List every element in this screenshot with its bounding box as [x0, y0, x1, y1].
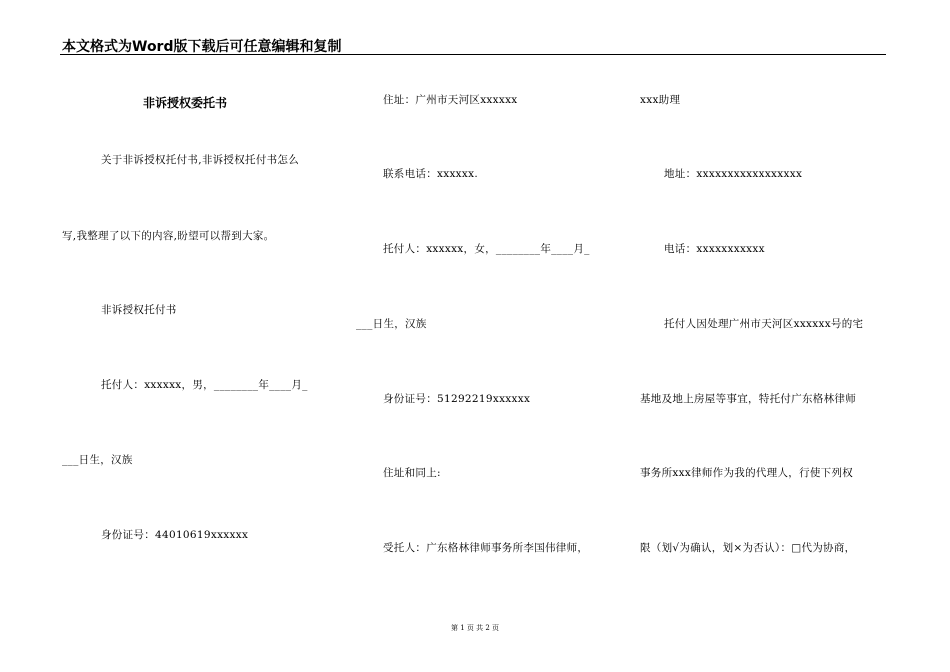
column1-line-4: 托付人：xxxxxx，男，________年____月_	[101, 379, 308, 391]
column2-line-2: 联系电话：xxxxxx.	[383, 168, 478, 180]
column2-line-6: 住址和同上:	[383, 467, 441, 479]
column1-line-5: ___日生，汉族	[62, 454, 133, 466]
column3-line-2: 地址：xxxxxxxxxxxxxxxxx	[664, 168, 803, 180]
column1-line-3: 非诉授权托付书	[101, 304, 177, 316]
column3-line-5: 基地及地上房屋等事宜，特托付广东格林律师	[640, 393, 856, 405]
column3-line-4: 托付人因处理广州市天河区xxxxxx号的宅	[664, 318, 864, 330]
column3-line-1: xxx助理	[640, 94, 681, 106]
document-header-title: 本文格式为Word版下载后可任意编辑和复制	[62, 39, 342, 55]
column2-line-1: 住址：广州市天河区xxxxxx	[383, 94, 518, 106]
column2-line-5: 身份证号：51292219xxxxxx	[383, 393, 531, 405]
column2-line-7: 受托人：广东格林律师事务所李国伟律师，	[383, 542, 589, 554]
header-divider	[60, 54, 886, 55]
column1-line-6: 身份证号：44010619xxxxxx	[101, 529, 249, 541]
document-title: 非诉授权委托书	[143, 96, 228, 110]
column2-line-4: ___日生，汉族	[356, 318, 427, 330]
column3-line-6: 事务所xxx律师作为我的代理人，行使下列权	[640, 467, 854, 479]
column1-line-2: 写,我整理了以下的内容,盼望可以帮到大家。	[62, 230, 275, 242]
page-number-footer: 第 1 页 共 2 页	[450, 624, 500, 632]
column1-line-1: 关于非诉授权托付书,非诉授权托付书怎么	[101, 154, 300, 166]
column3-line-7: 限（划√为确认，划×为否认）：□代为协商，	[640, 542, 856, 554]
column2-line-3: 托付人：xxxxxx，女，________年____月_	[383, 243, 590, 255]
column3-line-3: 电话：xxxxxxxxxxx	[664, 243, 765, 255]
